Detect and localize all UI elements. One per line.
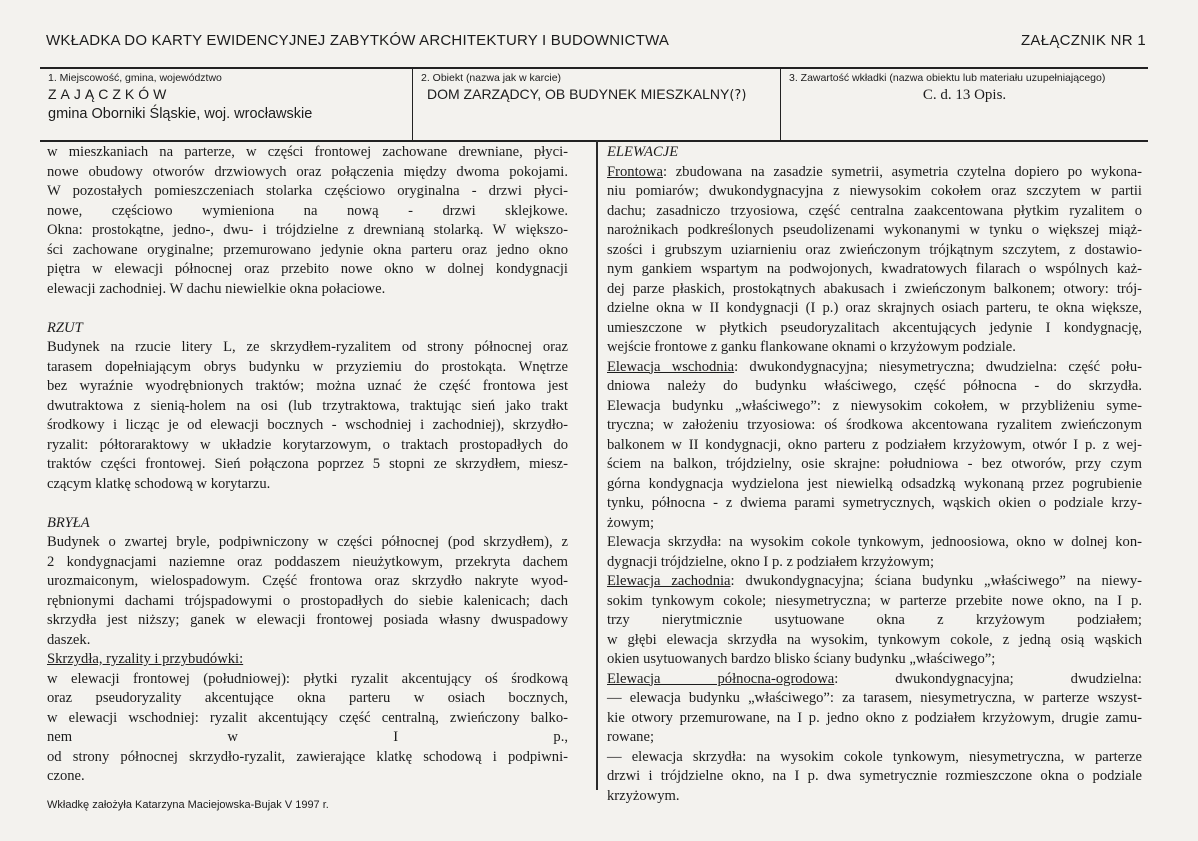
object-name (427, 86, 746, 103)
text-line: skrzydła jest niższy; ganek w elewacji frontowej posiada własny dwuspadowy (47, 612, 568, 628)
text-line: drzwi i trójdzielne okno, na I p. dwa symetrycznie rozmieszczone okna o podziale (607, 768, 1142, 784)
text-line: Elewacja budynku „właściwego”: z niewysokim cokołem, w przybliżeniu syme- (607, 397, 1142, 414)
location-cell (40, 69, 412, 140)
text-line: Okna: prostokątne, jedno-, dwu- i trójdzielne z drewnianą stolarką. W większo- (47, 222, 568, 238)
paragraph-wschodnia (607, 358, 1142, 573)
text-line: ryzalit: półtoraraktowy w układzie korytarzowym, o traktach prostopadłych do (47, 436, 568, 453)
line-text: : dwukondygnacyjna; dwudzielna: (834, 670, 1142, 687)
text-line: żowym; (607, 514, 655, 531)
paragraph-frontowa (607, 163, 1142, 358)
text-line: krzyżowym. (607, 787, 680, 804)
location-label: 1. Miejscowość, gmina, województwo (48, 72, 222, 84)
section-heading-elewacje: ELEWACJE (607, 144, 679, 160)
underlined-label: Frontowa (607, 163, 663, 180)
line-text: : dwukondygnacyjna; ściana budynku „właściwego” na niewy- (730, 573, 1142, 589)
annex-number: ZAŁĄCZNIK NR 1 (1020, 32, 1146, 49)
text-line: Budynek o zwartej bryle, podpiwniczony w części północnej (pod skrzydłem), z (47, 534, 568, 550)
text-line: narożnikach podkreślonych pseudolizenami wykonanymi w tynku o większej miąż- (607, 222, 1142, 238)
place-name: ZAJĄCZKÓW (48, 86, 171, 102)
text-line: okien usytuowanych bardzo blisko ściany budynku „właściwego”; (607, 651, 996, 667)
text-line (607, 163, 1142, 183)
text-line: umieszczone w płytkich pseudoryzalitach akcentujących jedynie I kondygnację, (607, 319, 1142, 336)
text-line: sokim tynkowym cokole; niesymetryczna; w parterze przebite nowe okno, na I p. (607, 592, 1142, 609)
underlined-label: Elewacja zachodnia (607, 573, 731, 589)
text-line: środkowy i licząc je od elewacji bocznych - wschodniej i zachodniej), skrzydło- (47, 417, 568, 433)
text-line: ściem na balkon, trójdzielny, osie skrajne: południowa - bez otworów, przy czym (607, 456, 1142, 472)
paragraph-polnocna (607, 670, 1142, 807)
footer-author: Wkładkę założyła Katarzyna Maciejowska-Bujak V 1997 r. (47, 799, 329, 811)
text-line: — elewacja skrzydła: na wysokim cokole tynkowym, niesymetryczna, w parterze (607, 748, 1142, 765)
line-text: : zbudowana na zasadzie symetrii, asymetria czytelna dopiero po wykona- (662, 163, 1142, 180)
text-line (607, 358, 1142, 378)
text-line: — elewacja budynku „właściwego”: za tarasem, niesymetryczna, w parterze wszyst- (607, 690, 1142, 706)
text-line: nem w I p., (47, 729, 568, 745)
text-line: rębnionymi dachami trójspadowymi o prostopadłych do siebie kalenicach; dach (47, 592, 568, 609)
page-title: WKŁADKA DO KARTY EWIDENCYJNEJ ZABYTKÓW ARCHITEKTURY I BUDOWNICTWA (46, 32, 670, 49)
paragraph-zachodnia (607, 572, 1142, 670)
paragraph-doors-windows (47, 143, 568, 299)
contents-label: 3. Zawartość wkładki (nazwa obiektu lub materiału uzupełniającego) (789, 72, 1106, 84)
text-line: rowane; (607, 729, 655, 745)
column-divider (596, 140, 598, 790)
text-line: dej parze płaskich, prostokątnych abakusach i zwieńczonym balkonem; otwory: trój- (607, 280, 1142, 297)
text-line: daszek. (47, 631, 91, 648)
text-line: tynku, północna - z dwiema parami symetrycznych, wąskich okien o podziale krzy- (607, 495, 1142, 511)
text-line: kie otwory przemurowane, na I p. jedno okno z podziałem krzyżowym, drugie zamu- (607, 709, 1142, 726)
text-line: nym gankiem wspartym na podwojonych, kwadratowych filarach o wspólnych każ- (607, 261, 1142, 277)
text-line: dzielne okna w II kondygnacji (I p.) oraz skrajnych osiach parteru, te okna większe, (607, 300, 1142, 316)
text-line: traktów części frontowej. Sień połączona poprzez 5 stopni ze skrzydłem, miesz- (47, 456, 568, 472)
text-line: Budynek na rzucie litery L, ze skrzydłem-ryzalitem od strony północnej oraz (47, 339, 568, 355)
left-column (47, 143, 568, 787)
text-line: W pozostałych pomieszczeniach stolarka częściowo oryginalna - drzwi płyci- (47, 183, 568, 199)
text-line: dwutraktowa z sienią-holem na osi (lub trzytraktowa, traktując sień jako trakt (47, 397, 568, 414)
text-line: w głębi elewacja skrzydła na wysokim, tynkowym cokole, z jedną osią wąskich (607, 631, 1142, 648)
text-line: nowe, częściowo wymieniona na nową - drzwi sklejkowe. (47, 202, 568, 219)
text-line (607, 572, 1142, 592)
contents-value: C. d. 13 Opis. (922, 87, 1007, 103)
text-line: Elewacja skrzydła: na wysokim cokole tynkowym, jednoosiowa, okno w dolnej kon- (607, 534, 1142, 550)
text-line: bez wyraźnie wyodrębnionych traktów; można uznać że część frontowa jest (47, 378, 568, 394)
text-line: czącym klatkę schodową w korytarzu. (47, 475, 271, 492)
line-text: : dwukondygnacyjna; niesymetryczna; dwudzielna: część połu- (734, 358, 1142, 375)
text-line: dachu; zasadniczo trzyosiowa, część centralna zaakcentowana płytkim ryzalitem o (607, 202, 1142, 219)
text-line: elewacji zachodniej. W dachu niewielkie okna połaciowe. (47, 280, 386, 297)
text-line: trzy nierytmicznie usytuowane okna z krzyżowym podziałem; (607, 612, 1142, 628)
object-label: 2. Obiekt (nazwa jak w karcie) (421, 72, 562, 84)
text-line: 2 kondygnacjami naziemne oraz poddaszem nieużytkowym, przekryta dachem (47, 553, 568, 570)
text-line: w elewacji frontowej (południowej): płytki ryzalit akcentujący oś środkową (47, 670, 568, 687)
object-name-text: DOM ZARZĄDCY, OB BUDYNEK MIESZKALNY (427, 86, 730, 102)
text-line: balkonem w II kondygnacji, okno parteru z podziałem krzyżowym, otwór I p. z wej- (607, 436, 1142, 453)
section-heading-bryla: BRYŁA (47, 514, 90, 531)
handwritten-question-mark: (?) (729, 88, 747, 103)
text-line: czone. (47, 768, 85, 784)
paragraph-rzut (47, 338, 568, 494)
object-cell (412, 69, 780, 140)
paragraph-skrzydla (47, 670, 568, 787)
text-line: nowe obudowy otworów drzwiowych oraz połączenia między dwoma pokojami. (47, 163, 568, 180)
text-line: piętra w elewacji północnej oraz przebito nowe okno w dolnej kondygnacji (47, 261, 568, 277)
right-column (607, 143, 1142, 806)
text-line: szości i grubszym uziarnieniu oraz zwieńczonym trójkątnym szczytem, z dostawio- (607, 241, 1142, 258)
text-line (607, 670, 1142, 690)
text-line: niu pomiarów; dwukondygnacyjna z niewysokim cokołem oraz szczytem w partii (607, 183, 1142, 199)
text-line: górna kondygnacja wydzielona jest niewielką odsadzką wykonaną przez pogrubienie (607, 475, 1142, 492)
text-line: dygnacji trójdzielne, okno I p. z podziałem krzyżowym; (607, 553, 935, 570)
text-line: dniowa należy do budynku właściwego, część północna - do skrzydła. (607, 378, 1142, 394)
header-table (40, 67, 1148, 142)
text-line: wejście frontowe z ganku flankowane oknami o krzyżowym podziale. (607, 339, 1016, 355)
underlined-label: Elewacja wschodnia (607, 358, 735, 375)
commune-name: gmina Oborniki Śląskie, woj. wrocławskie (48, 106, 313, 122)
text-line: w elewacji wschodniej: ryzalit akcentujący część centralną, zwieńczony balko- (47, 709, 568, 726)
text-line: ści zachowane oryginalne; przemurowano jedynie okna parteru oraz jedno okno (47, 241, 568, 258)
contents-cell (780, 69, 1148, 140)
text-line: tryczna; w założeniu trzyosiowa: oś środkowa akcentowana ryzalitem zwieńczonym (607, 417, 1142, 433)
text-line: oraz pseudoryzality akcentujące okna parteru w osiach bocznych, (47, 690, 568, 706)
section-heading-rzut: RZUT (47, 319, 83, 336)
text-line: w mieszkaniach na parterze, w części frontowej zachowane drewniane, płyci- (47, 144, 568, 160)
text-line: tarasem dopełniającym obrys budynku w przyziemiu do prostokąta. Wnętrze (47, 358, 568, 375)
text-line: od strony północnej skrzydło-ryzalit, zawierające klatkę schodową i podpiwni- (47, 748, 568, 765)
underlined-label: Elewacja północna-ogrodowa (607, 670, 835, 687)
paragraph-bryla (47, 533, 568, 650)
text-line: urozmaiconym, wielospadowym. Część frontowa oraz skrzydło nakryte wyod- (47, 573, 568, 589)
subheading-skrzydla: Skrzydła, ryzality i przybudówki: (47, 651, 244, 667)
